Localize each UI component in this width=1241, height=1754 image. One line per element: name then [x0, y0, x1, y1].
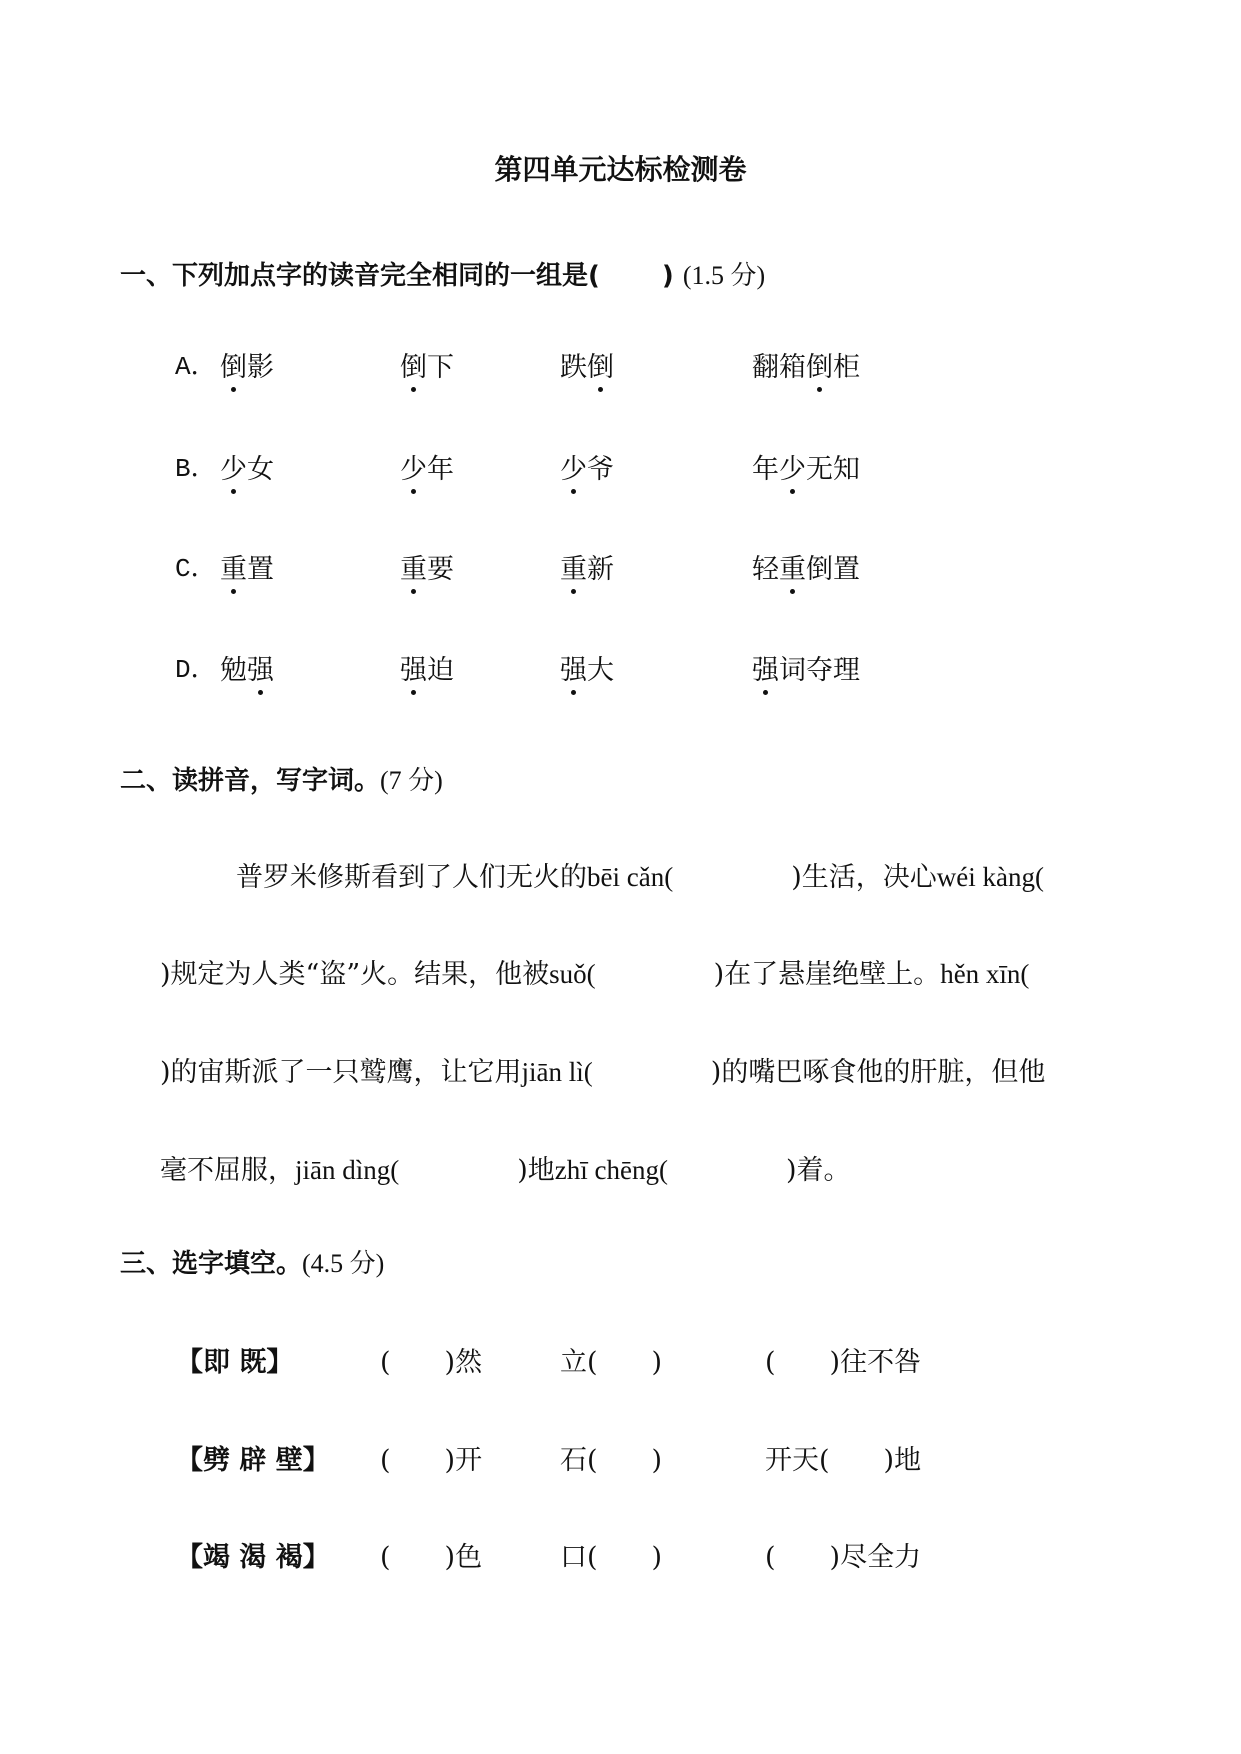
- option-word: [220, 345, 274, 384]
- paragraph-line-1: 普罗米修斯看到了人们无火的bēi cǎn( )生活，决心wéi kàng(: [236, 862, 1044, 893]
- word-part: 勉: [220, 655, 247, 686]
- dotted-character: 倒: [220, 345, 247, 384]
- option-word: [400, 648, 454, 687]
- dotted-character: 重: [400, 547, 427, 586]
- dotted-character: 强: [560, 648, 587, 687]
- fill-blank-item[interactable]: ( )往不咎: [765, 1347, 922, 1378]
- option-word: [560, 447, 614, 486]
- section-2-score: (7 分): [380, 766, 443, 795]
- word-part: 年: [752, 454, 779, 485]
- dotted-character: 强: [400, 648, 427, 687]
- word-part: 置: [247, 554, 274, 585]
- word-part: 倒置: [806, 554, 860, 585]
- word-part: 爷: [587, 454, 614, 485]
- option-word: [560, 648, 614, 687]
- page-title: 第四单元达标检测卷: [494, 153, 747, 186]
- word-part: 年: [427, 454, 454, 485]
- fill-blank-item[interactable]: ( )然: [380, 1347, 483, 1378]
- option-word: [560, 547, 614, 586]
- option-word: [752, 345, 860, 384]
- section-1-score: (1.5 分): [682, 261, 766, 290]
- dotted-character: 倒: [400, 345, 427, 384]
- word-part: 词夺理: [779, 655, 860, 686]
- option-word: [400, 345, 454, 384]
- option-word: [400, 447, 454, 486]
- paragraph-line-2: )规定为人类“盗”火。结果，他被suǒ( )在了悬崖绝壁上。hěn xīn(: [160, 959, 1030, 990]
- word-part: 下: [427, 352, 454, 383]
- fill-blank-item[interactable]: 立( ): [560, 1347, 663, 1378]
- section-2-heading: 二、读拼音，写字词。(7 分): [120, 766, 443, 796]
- fill-blank-item[interactable]: ( )开: [380, 1445, 483, 1476]
- character-choices: 【劈 辟 壁】: [176, 1445, 330, 1476]
- paragraph-line-4: 毫不屈服，jiān dìng( )地zhī chēng( )着。: [160, 1155, 851, 1186]
- section-1-heading-text: 一、下列加点字的读音完全相同的一组是(: [120, 261, 600, 291]
- word-part: 柜: [833, 352, 860, 383]
- fill-blank-item[interactable]: 石( ): [560, 1445, 663, 1476]
- dotted-character: 少: [560, 447, 587, 486]
- word-part: 迫: [427, 655, 454, 686]
- dotted-character: 倒: [806, 345, 833, 384]
- word-part: 新: [587, 554, 614, 585]
- section-3-heading: 三、选字填空。(4.5 分): [120, 1249, 385, 1279]
- character-choices: 【竭 渴 褐】: [176, 1542, 330, 1573]
- dotted-character: 重: [779, 547, 806, 586]
- dotted-character: 少: [220, 447, 247, 486]
- section-1-heading: 一、下列加点字的读音完全相同的一组是( ) (1.5 分): [120, 261, 766, 291]
- character-choices: 【即 既】: [176, 1347, 294, 1378]
- word-part: 跌: [560, 352, 587, 383]
- option-word: [752, 547, 860, 586]
- paragraph-line-3: )的宙斯派了一只鹫鹰，让它用jiān lì( )的嘴巴啄食他的肝脏，但他: [160, 1057, 1046, 1088]
- fill-blank-item[interactable]: 口( ): [560, 1542, 663, 1573]
- option-label: B．: [175, 454, 217, 484]
- word-part: 要: [427, 554, 454, 585]
- option-word: [220, 447, 274, 486]
- word-part: 无知: [806, 454, 860, 485]
- option-word: [220, 648, 274, 687]
- option-word: [400, 547, 454, 586]
- option-label: C．: [175, 554, 217, 584]
- dotted-character: 强: [752, 648, 779, 687]
- dotted-character: 少: [779, 447, 806, 486]
- word-part: 大: [587, 655, 614, 686]
- option-label: A．: [175, 352, 217, 382]
- word-part: 女: [247, 454, 274, 485]
- fill-blank-item[interactable]: 开天( )地: [765, 1445, 922, 1476]
- option-word: [560, 345, 614, 384]
- option-label: D．: [175, 655, 217, 685]
- word-part: 翻箱: [752, 352, 806, 383]
- dotted-character: 重: [220, 547, 247, 586]
- fill-blank-item[interactable]: ( )色: [380, 1542, 483, 1573]
- word-part: 轻: [752, 554, 779, 585]
- word-part: 影: [247, 352, 274, 383]
- dotted-character: 强: [247, 648, 274, 687]
- fill-blank-item[interactable]: ( )尽全力: [765, 1542, 922, 1573]
- option-word: [752, 447, 860, 486]
- dotted-character: 重: [560, 547, 587, 586]
- option-word: [220, 547, 274, 586]
- dotted-character: 倒: [587, 345, 614, 384]
- dotted-character: 少: [400, 447, 427, 486]
- option-word: [752, 648, 860, 687]
- section-3-score: (4.5 分): [302, 1249, 385, 1278]
